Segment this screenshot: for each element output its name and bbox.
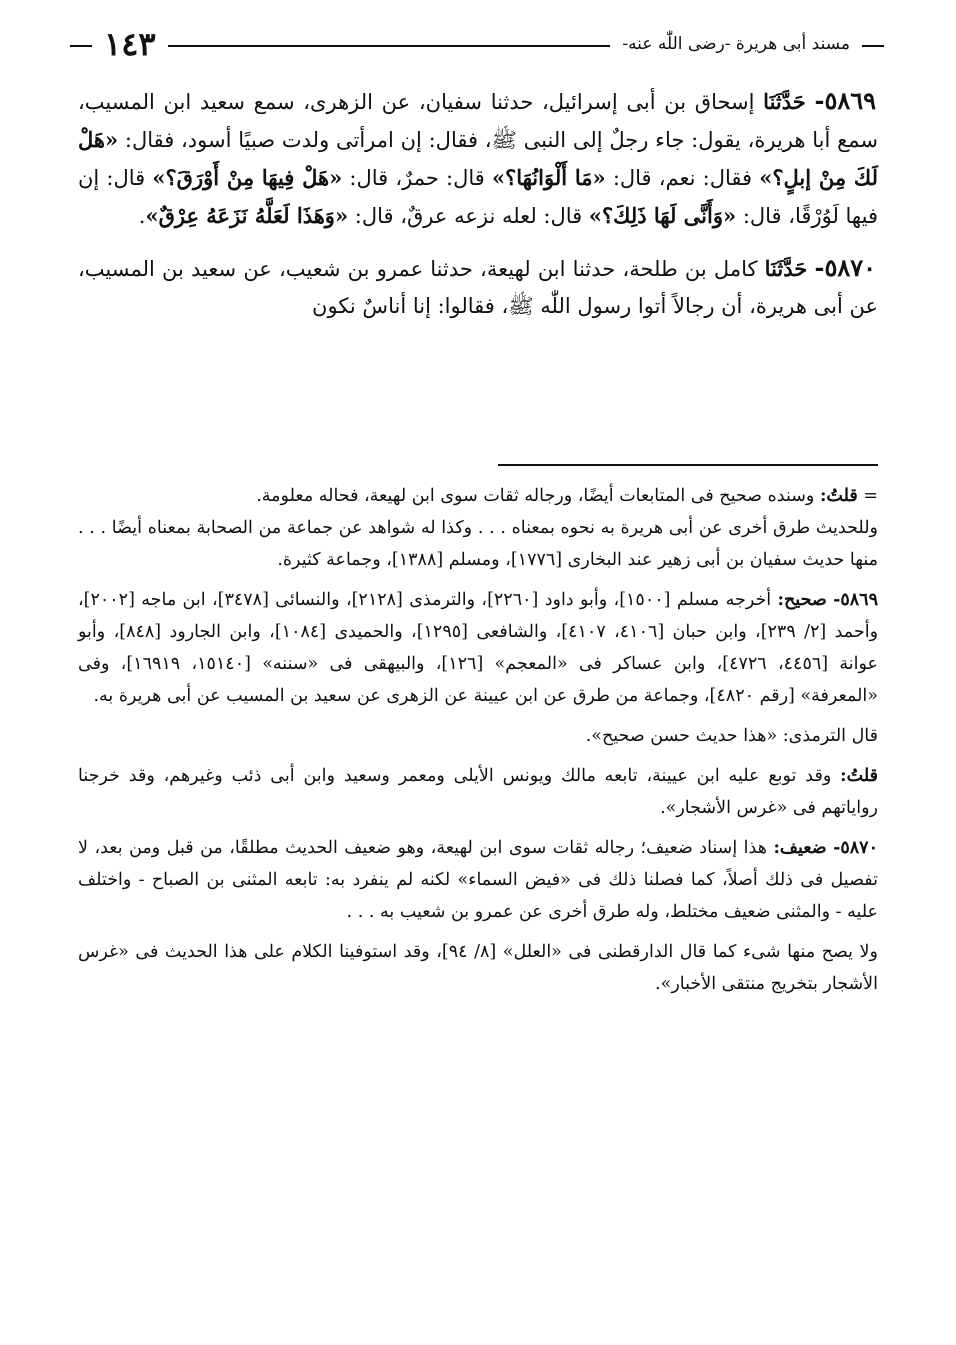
grade-label: صحيح: <box>777 590 827 610</box>
hadith-text: إسحاق بن أبى إسرائيل، حدثنا سفيان، عن الزهرى، سمع سعيد ابن المسيب، سمع أبا هريرة، يقول: جاء رجلٌ إلى النبى ﷺ، فقال: إن امرأتى ولدت صبيًا أسود، فقال: <box>78 90 878 152</box>
note-continuation <box>78 480 878 576</box>
hadith-5870 <box>78 249 878 325</box>
note-5869 <box>78 584 878 712</box>
haddathana-word: حَدَّثَنَا <box>764 256 808 281</box>
hadith-number: ٥٨٦٩- <box>814 86 876 115</box>
hadith-text: قال: لعله نزعه عرقٌ، قال: <box>354 204 583 228</box>
page-header <box>70 24 884 64</box>
note-text: ولا يصح منها شىء كما قال الدارقطنى فى «العلل» [٨/ ٩٤]، وقد استوفينا الكلام على هذا الحديث فى «غرس الأشجار بتخريج منتقى الأخبار». <box>78 942 878 994</box>
haddathana-word: حَدَّثَنَا <box>763 89 806 114</box>
note-text: أخرجه مسلم [١٥٠٠]، وأبو داود [٢٢٦٠]، والترمذى [٢١٢٨]، والنسائى [٣٤٧٨]، ابن ماجه [٢٠٠٢]، وأحمد [٢/ ٢٣٩]، وابن حبان [٤١٠٦، ٤١٠٧]، والشافعى [١٢٩٥]، والحميدى [١٠٨٤]، وابن الجارود [٨٤٨]، وأبو عوانة [٤٤٥٦، ٤٧٢٦]، وابن عساكر فى «المعجم» [١٢٦]، والبيهقى فى «سننه» [١٥١٤٠، ١٦٩١٩]، وفى «المعرفة» [رقم ٤٨٢٠]، وجماعة من طرق عن ابن عيينة عن الزهرى عن سعيد بن المسيب عن أبى هريرة به. <box>78 590 879 706</box>
note-text: هذا إسناد ضعيف؛ رجاله ثقات سوى ابن لهيعة، وهو ضعيف الحديث مطلقًا، من قبل ومن بعد، لا تفصيل فى ذلك أصلاً، كما فصلنا ذلك فى «فيض السماء» لكنه لم ينفرد به: تابعه المثنى بن الصباح - واختلف عليه - والمثنى ضعيف مختلط، وله طرق أخرى عن عمرو بن شعيب به . . . <box>78 838 878 922</box>
note-text: وقد توبع عليه ابن عيينة، تابعه مالك ويونس الأيلى ومعمر وسعيد وابن أبى ذئب وغيرهم، وقد خرجنا رواياتهم فى «غرس الأشجار». <box>78 766 878 818</box>
hadith-text: قال: إن فيها لَوُرْقًا، قال: <box>78 166 878 228</box>
header-dash-left <box>70 45 92 47</box>
qultu-label: قلتُ: <box>840 766 878 786</box>
hadith-number: ٥٨٧٠- <box>814 253 876 282</box>
hadith-text: قال: حمرٌ، قال: <box>349 166 485 190</box>
end-mark: . <box>138 204 146 228</box>
footnotes <box>78 480 878 1008</box>
main-text <box>78 82 878 339</box>
qultu-label: قلتُ: <box>819 486 858 506</box>
continuation-marker: = <box>863 486 878 506</box>
note-number: ٥٨٦٩- <box>833 590 878 610</box>
hadith-text: كامل بن طلحة، حدثنا ابن لهيعة، حدثنا عمرو بن شعيب، عن سعيد بن المسيب، عن أبى هريرة، أن رجالاً أتوا رسول اللّٰه ﷺ، فقالوا: إنا أناسٌ نكون <box>78 257 878 318</box>
note-number: ٥٨٧٠- <box>833 838 878 858</box>
header-rule <box>168 45 611 47</box>
prophet-quote: «هَلْ لَكَ مِنْ إبلٍ؟» <box>78 127 878 190</box>
grade-label: ضعيف: <box>773 838 827 858</box>
prophet-quote: «هَلْ فِيهَا مِنْ أَوْرَقَ؟» <box>152 165 343 190</box>
note-tirmidhi <box>78 720 878 752</box>
hadith-text: فقال: نعم، قال: <box>612 166 753 190</box>
note-text: وللحديث طرق أخرى عن أبى هريرة به نحوه بمعناه . . . وكذا له شواهد عن جماعة من الصحابة بمعناه أيضًا . . . منها حديث سفيان بن أبى زهير عند البخارى [١٧٧٦]، ومسلم [١٣٨٨]، وجماعة كثيرة. <box>78 518 878 570</box>
note-qultu <box>78 760 878 824</box>
running-title: مسند أبى هريرة -رضى اللّٰه عنه- <box>622 34 850 54</box>
note-5870 <box>78 832 878 928</box>
footnote-separator <box>498 464 878 466</box>
header-dash-right <box>862 45 884 47</box>
hadith-5869 <box>78 82 878 235</box>
prophet-quote: «وَهَذَا لَعَلَّهُ نَزَعَهُ عِرْقٌ» <box>145 203 349 228</box>
note-text: قال الترمذى: «هذا حديث حسن صحيح». <box>585 726 878 746</box>
note-text: وسنده صحيح فى المتابعات أيضًا، ورجاله ثقات سوى ابن لهيعة، فحاله معلومة. <box>256 486 815 506</box>
prophet-quote: «مَا أَلْوَانُهَا؟» <box>491 165 606 190</box>
prophet-quote: «وَأَنَّى لَهَا ذَلِكَ؟» <box>588 203 737 228</box>
page-number: ١٤٣ <box>104 25 156 63</box>
note-5870-cont <box>78 936 878 1000</box>
